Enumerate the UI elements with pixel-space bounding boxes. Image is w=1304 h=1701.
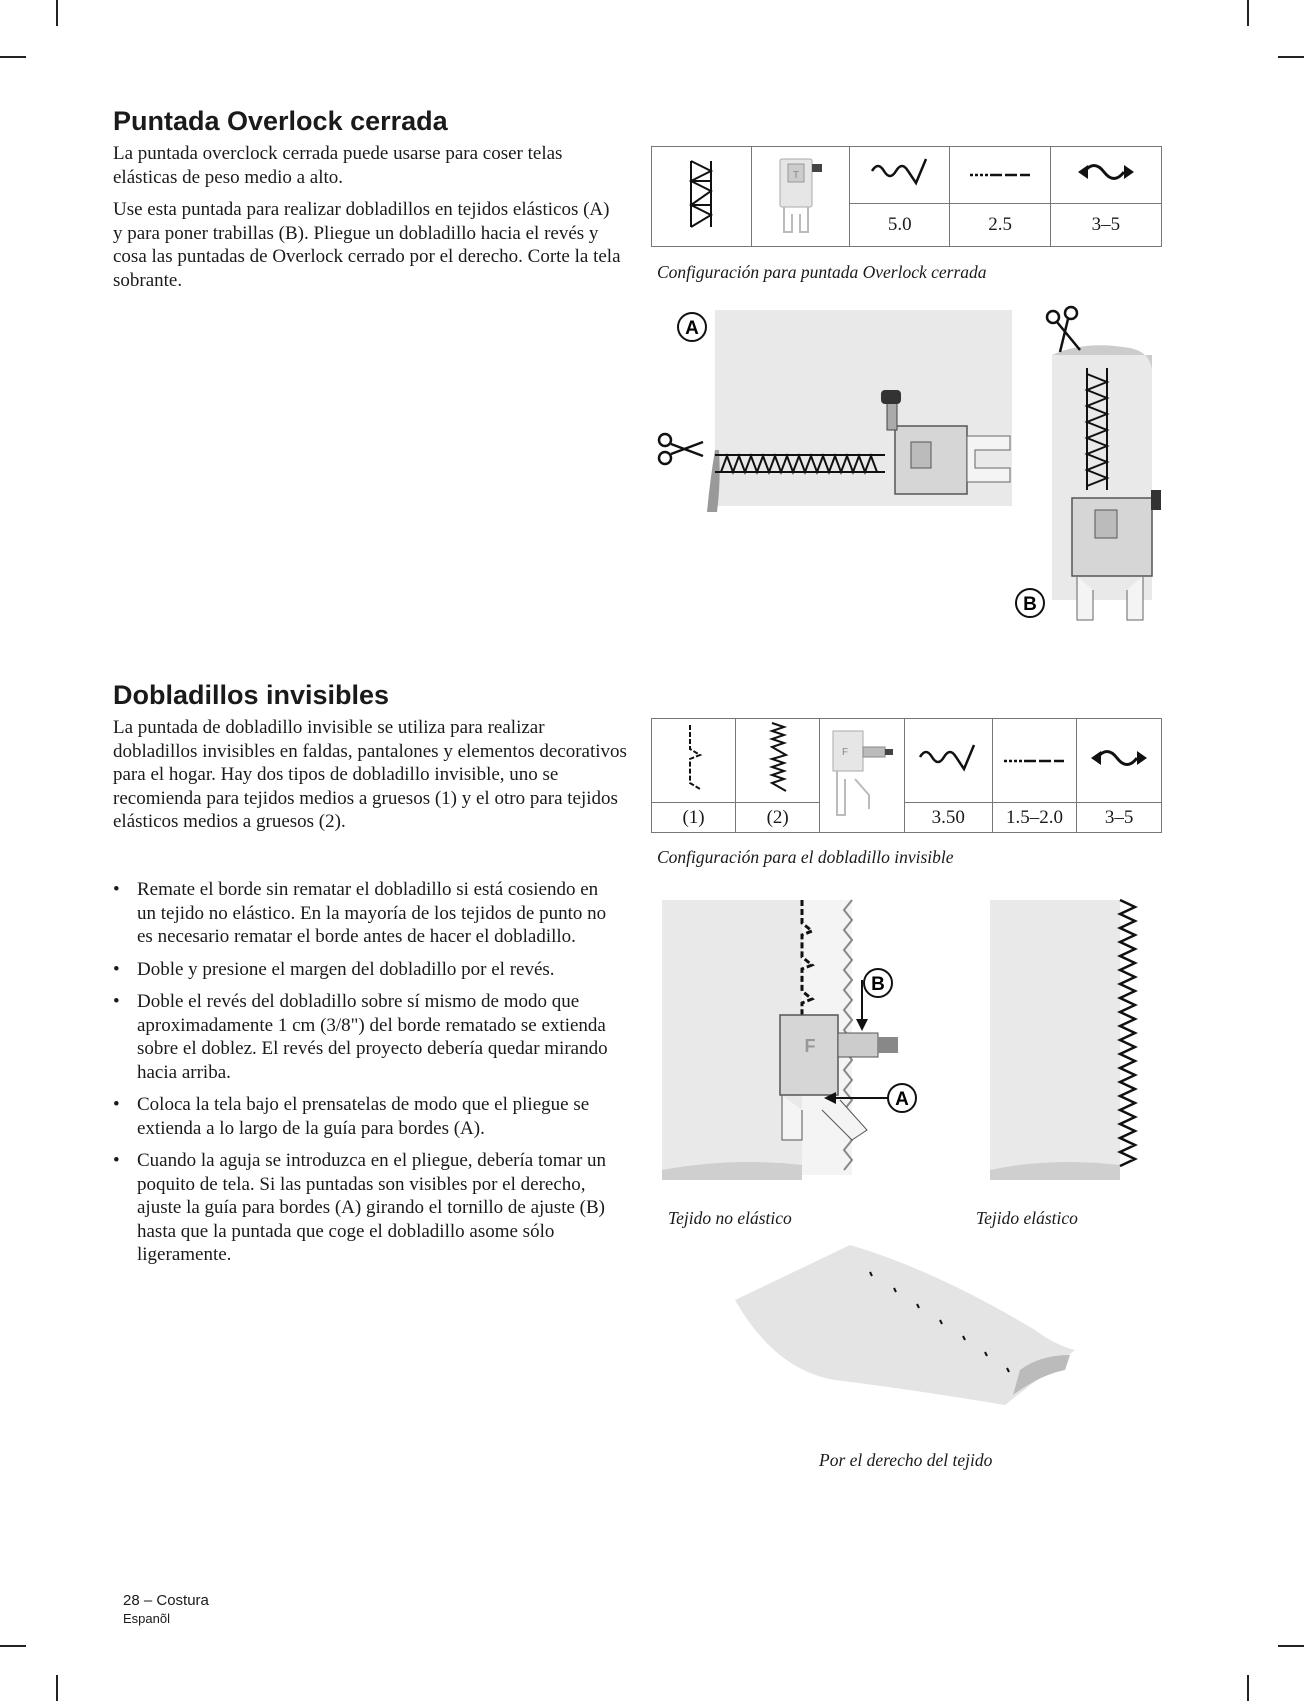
crop-mark <box>1247 0 1249 26</box>
crop-mark <box>1278 1645 1304 1647</box>
stitch-length-icon <box>950 147 1050 204</box>
crop-mark <box>1247 1675 1249 1701</box>
section-title-overlock: Puntada Overlock cerrada <box>113 106 448 136</box>
list-item: • Cuando la aguja se introduzca en el pliegue, debería tomar un poquito de tela. Si las puntadas son visibles por el derecho, ajuste la guía para bordes (A) girando el tornillo de ajuste (B) hasta que la puntada que coge el dobladillo asome sólo ligeramente. <box>113 1149 618 1267</box>
right-side-caption: Por el derecho del tejido <box>819 1450 993 1470</box>
non-elastic-caption: Tejido no elástico <box>668 1208 792 1228</box>
length-value: 1.5–2.0 <box>992 803 1077 833</box>
presser-foot-letter: T <box>793 169 800 181</box>
page-footer-label: 28 – Costura <box>123 1592 209 1609</box>
presser-foot-b <box>1072 490 1161 620</box>
right-side-illustration <box>735 1240 1075 1420</box>
list-item: • Coloca la tela bajo el prensatelas de modo que el pliegue se extienda a lo largo de la guía para bordes (A). <box>113 1093 618 1140</box>
scissors-icon <box>659 434 703 464</box>
label-b: B <box>1023 594 1037 615</box>
label-b: B <box>871 974 885 995</box>
section-title-blind-hem: Dobladillos invisibles <box>113 680 390 710</box>
overlock-stitch-icon <box>652 147 752 247</box>
label-a: A <box>895 1089 909 1110</box>
blind-hem-settings-table <box>651 718 1162 833</box>
list-item: • Remate el borde sin rematar el dobladillo si está cosiendo en un tejido no elástico. En la mayoría de los tejidos de punto no es necesario rematar el borde antes de hacer el dobladillo. <box>113 878 618 949</box>
non-elastic-illustration <box>662 895 942 1195</box>
section2-intro: La puntada de dobladillo invisible se utiliza para realizar dobladillos invisibles en faldas, pantalones y elementos decorativos para el hogar. Hay dos tipos de dobladillo invisible, uno se recomienda para tejidos medios a gruesos (1) y el otro para tejidos elásticos medios a gruesos (2). <box>113 717 627 832</box>
stitch-width-icon <box>850 147 950 204</box>
crop-mark <box>56 1675 58 1701</box>
section1-body <box>113 142 623 301</box>
blind-hem-stitch-1-icon <box>652 719 736 803</box>
thread-tension-icon <box>1077 719 1162 803</box>
overlock-settings-table <box>651 146 1162 247</box>
crop-mark <box>1278 56 1304 58</box>
stitch-1-label: (1) <box>652 803 736 833</box>
crop-mark <box>0 56 26 58</box>
overlock-illustration <box>655 300 1175 630</box>
width-value: 5.0 <box>850 204 950 247</box>
crop-mark <box>56 0 58 26</box>
presser-foot-letter: F <box>804 1036 816 1056</box>
presser-foot-f-icon <box>820 719 905 833</box>
tension-value: 3–5 <box>1077 803 1162 833</box>
stitch-width-icon <box>905 719 993 803</box>
scissors-icon <box>1047 307 1080 352</box>
tension-value: 3–5 <box>1050 204 1161 247</box>
list-item: • Doble el revés del dobladillo sobre sí mismo de modo que aproximadamente 1 cm (3/8") del borde rematado se extienda sobre el doblez. El revés del proyecto debería quedar mirando hacia arriba. <box>113 990 618 1084</box>
stitch-length-icon <box>992 719 1077 803</box>
paragraph: La puntada overclock cerrada puede usarse para coser telas elásticas de peso medio a alto. <box>113 143 563 188</box>
overlock-caption: Configuración para puntada Overlock cerrada <box>657 262 987 282</box>
list-item: • Doble y presione el margen del dobladillo por el revés. <box>113 958 618 982</box>
instruction-list <box>113 878 618 1276</box>
presser-foot-letter: F <box>842 746 849 758</box>
label-a: A <box>685 318 699 339</box>
thread-tension-icon <box>1050 147 1161 204</box>
length-value: 2.5 <box>950 204 1050 247</box>
crop-mark <box>0 1645 26 1647</box>
blind-hem-caption: Configuración para el dobladillo invisible <box>657 847 954 867</box>
elastic-caption: Tejido elástico <box>976 1208 1078 1228</box>
stitch-2-label: (2) <box>736 803 820 833</box>
paragraph: Use esta puntada para realizar dobladillos en tejidos elásticos (A) y para poner trabillas (B). Pliegue un dobladillo hacia el revés y cosa las puntadas de Overlock cerrado por el derecho. Corte la tela sobrante. <box>113 199 621 291</box>
presser-foot-t-icon <box>751 147 849 247</box>
elastic-illustration <box>990 895 1170 1195</box>
page-footer-language: Espanõl <box>123 1611 170 1626</box>
blind-hem-stitch-2-icon <box>736 719 820 803</box>
width-value: 3.50 <box>905 803 993 833</box>
